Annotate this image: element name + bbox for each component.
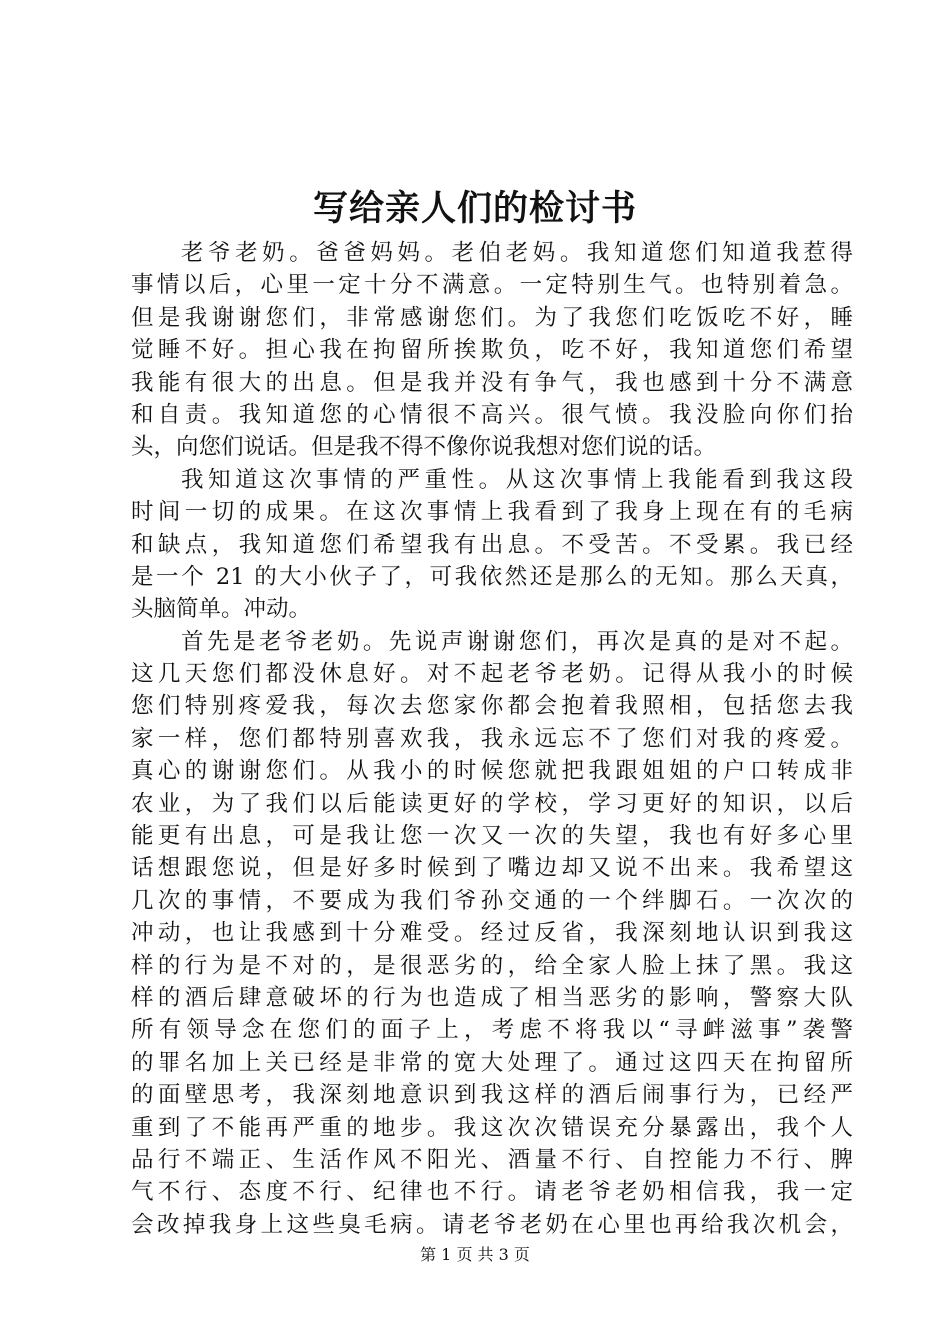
paragraph-line: 的面壁思考，我深刻地意识到我这样的酒后闹事行为，已经严 [131, 1082, 853, 1109]
paragraph-line: 但是我谢谢您们，非常感谢您们。为了我您们吃饭吃不好，睡 [131, 304, 853, 331]
paragraph-line: 会改掉我身上这些臭毛病。请老爷老奶在心里也再给我次机会， [131, 1211, 853, 1238]
paragraph-line: 是一个 21 的大小伙子了，可我依然还是那么的无知。那么天真， [131, 563, 853, 590]
paragraph-line: 和自责。我知道您的心情很不高兴。很气愤。我没脸向你们抬 [131, 401, 853, 428]
paragraph-line: 气不行、态度不行、纪律也不行。请老爷老奶相信我，我一定 [131, 1179, 853, 1206]
paragraph-line: 冲动，也让我感到十分难受。经过反省，我深刻地认识到我这 [131, 920, 853, 947]
paragraph-line: 您们特别疼爱我，每次去您家你都会抱着我照相，包括您去我 [131, 693, 853, 720]
paragraph-line: 头脑简单。冲动。 [131, 596, 312, 623]
paragraph-line: 几次的事情，不要成为我们爷孙交通的一个绊脚石。一次次的 [131, 887, 853, 914]
paragraph-line: 头，向您们说话。但是我不得不像你说我想对您们说的话。 [131, 434, 717, 461]
paragraph-line: 样的行为是不对的，是很恶劣的，给全家人脸上抹了黑。我这 [131, 952, 853, 979]
paragraph-line: 能更有出息，可是我让您一次又一次的失望，我也有好多心里 [131, 823, 853, 850]
paragraph-line: 重到了不能再严重的地步。我这次次错误充分暴露出，我个人 [131, 1114, 853, 1141]
document-title: 写给亲人们的检讨书 [312, 188, 637, 229]
paragraph-line: 品行不端正、生活作风不阳光、酒量不行、自控能力不行、脾 [131, 1146, 853, 1173]
paragraph-line: 觉睡不好。担心我在拘留所挨欺负，吃不好，我知道您们希望 [131, 337, 853, 364]
paragraph-line: 老爷老奶。爸爸妈妈。老伯老妈。我知道您们知道我惹得 [181, 240, 853, 266]
paragraph-line: 农业，为了我们以后能读更好的学校，学习更好的知识，以后 [131, 790, 853, 817]
paragraph-line: 和缺点，我知道您们希望我有出息。不受苦。不受累。我已经 [131, 531, 853, 558]
paragraph-line: 的罪名加上关已经是非常的宽大处理了。通过这四天在拘留所 [131, 1049, 853, 1076]
paragraph-line: 家一样，您们都特别喜欢我，我永远忘不了您们对我的疼爱。 [131, 725, 853, 752]
page-number-footer: 第 1 页 共 3 页 [420, 1245, 530, 1264]
paragraph-line: 这几天您们都没休息好。对不起老爷老奶。记得从我小的时候 [131, 661, 853, 688]
paragraph-line: 话想跟您说，但是好多时候到了嘴边却又说不出来。我希望这 [131, 855, 853, 882]
paragraph-line: 我知道这次事情的严重性。从这次事情上我能看到我这段 [181, 466, 853, 493]
paragraph-line: 首先是老爷老奶。先说声谢谢您们，再次是真的是对不起。 [181, 628, 853, 655]
paragraph-line: 所有领导念在您们的面子上，考虑不将我以“寻衅滋事”袭警 [131, 1017, 853, 1044]
paragraph-line: 事情以后，心里一定十分不满意。一定特别生气。也特别着急。 [131, 272, 853, 299]
document-body [131, 237, 853, 1241]
paragraph-line: 时间一切的成果。在这次事情上我看到了我身上现在有的毛病 [131, 499, 853, 526]
paragraph-line: 样的酒后肆意破坏的行为也造成了相当恶劣的影响，警察大队 [131, 984, 853, 1011]
paragraph-line: 我能有很大的出息。但是我并没有争气，我也感到十分不满意 [131, 369, 853, 396]
paragraph-line: 真心的谢谢您们。从我小的时候您就把我跟姐姐的户口转成非 [131, 758, 853, 785]
